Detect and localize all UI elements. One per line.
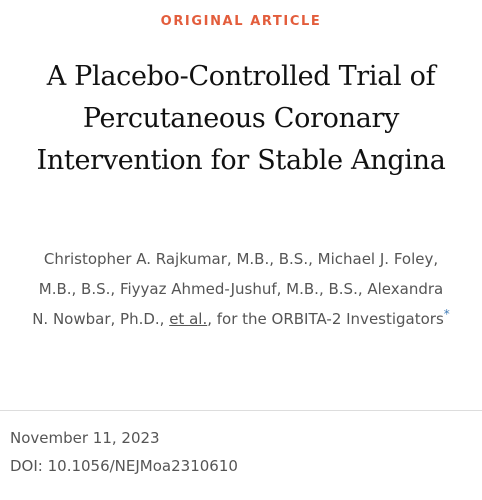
publication-date: November 11, 2023 <box>10 429 160 447</box>
author-group: , for the ORBITA-2 Investigators <box>207 310 444 328</box>
doi: DOI: 10.1056/NEJMoa2310610 <box>10 457 238 475</box>
et-al-link[interactable]: et al. <box>169 310 208 328</box>
article-type-label: ORIGINAL ARTICLE <box>160 14 322 29</box>
author-list <box>30 244 452 334</box>
footnote-marker[interactable]: * <box>443 307 450 321</box>
article-title: A Placebo-Controlled Trial of Percutaneous Coronary Intervention for Stable Angina <box>36 61 446 176</box>
author-names: Christopher A. Rajkumar, M.B., B.S., Michael J. Foley, M.B., B.S., Fiyyaz Ahmed-Jushuf, M.B., B.S., Alexandra N. Nowbar, Ph.D., <box>32 250 444 328</box>
divider <box>0 410 482 411</box>
